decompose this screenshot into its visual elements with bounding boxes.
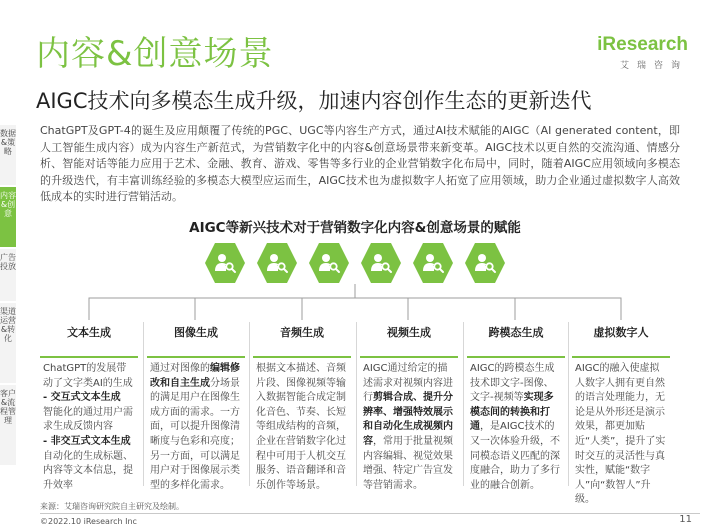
column-bold-text: 编辑修改和自主生成 (150, 363, 240, 389)
column-image-generation (147, 320, 245, 490)
icon-row (205, 243, 505, 285)
column-text: 智能化的通过用户需求生成反馈内容 (43, 406, 133, 433)
footer-divider (40, 513, 700, 514)
tree-connector (40, 284, 670, 320)
column-bold-text: - 交互式文本生成 (43, 392, 121, 404)
capability-columns (40, 320, 670, 506)
column-text: ChatGPT的发展带动了文字类AI的生成 (43, 363, 133, 389)
icon-hexagon (205, 243, 245, 283)
column-audio-generation (253, 320, 351, 490)
page-number: 11 (679, 514, 692, 525)
column-bold-text: - 非交互式文本生成 (43, 435, 131, 447)
column-text: 通过对图像的 (150, 363, 210, 374)
column-text: AIGC的跨模态生成技术即文字-图像、文字-视频等 (470, 363, 555, 404)
column-text: 自动化的生成标题、内容等文本信息，提升效率 (43, 450, 133, 491)
column-text: 根据文本描述、音频片段、图像视频等输入数据智能合成定制化音色、节奏、长短等组成结构的音频，企业在营销数字化过程中可用于人机交互服务、语音翻译和音乐创作等场景。 (256, 363, 346, 491)
column-body (572, 356, 670, 506)
column-body (253, 356, 351, 491)
column-video-generation (360, 320, 458, 490)
logo-subtext: 艾瑞咨询 (619, 61, 688, 71)
column-separator (249, 322, 250, 486)
user-search-icon (317, 251, 341, 275)
iresearch-logo (588, 34, 688, 71)
icon-hexagon (257, 243, 297, 283)
column-text-generation (40, 320, 138, 490)
column-separator (143, 322, 144, 486)
intro-paragraph: ChatGPT及GPT-4的诞生及应用颠覆了传统的PGC、UGC等内容生产方式，通过AI技术赋能的AIGC（AI generated content，即人工智能生成内容）成为内容生产新范式，为营销数字化中的内容&创意场景带来新变革。AIGC技术以更自然的交流沟通、情感分析、智能对话等能力应用于艺术、金融、教育、游戏、零售等多行业的企业营销数字化布局中，同时，随着AIGC应用领域向多模态的升级迭代，有丰富训练经验的多模态大模型应运而生，AIGC技术也为虚拟数字人拓宽了应用领域，助力企业通过虚拟数字人高效低成本的实时进行营销活动。 (40, 124, 680, 203)
column-text: ，常用于批量视频内容编辑、视觉效果增强、特定广告宣发等营销需求。 (363, 435, 453, 491)
column-title: 音频生成 (280, 326, 324, 339)
column-title: 图像生成 (174, 326, 218, 339)
section-title: AIGC等新兴技术对于营销数字化内容&创意场景的赋能 (189, 220, 521, 236)
column-virtual-human (572, 320, 670, 506)
column-separator (356, 322, 357, 486)
column-body (147, 356, 245, 491)
column-body (467, 356, 565, 491)
column-title: 视频生成 (387, 326, 431, 339)
icon-hexagon (465, 243, 505, 283)
column-separator (568, 322, 569, 486)
user-search-icon (473, 251, 497, 275)
column-title: 文本生成 (67, 326, 111, 339)
user-search-icon (213, 251, 237, 275)
page-title: 内容&创意场景 (36, 34, 274, 74)
user-search-icon (421, 251, 445, 275)
side-tab-data-strategy[interactable]: 数据&策略 (0, 125, 16, 187)
icon-hexagon (309, 243, 349, 283)
column-body (360, 356, 458, 491)
column-body (40, 356, 138, 491)
page-subtitle: AIGC技术向多模态生成升级，加速内容创作生态的更新迭代 (36, 89, 592, 113)
column-title: 跨模态生成 (488, 326, 544, 339)
side-tab-customer-process[interactable]: 客户&流程管理 (0, 385, 16, 467)
side-tab-channel-operation[interactable]: 渠道运营&转化 (0, 303, 16, 385)
user-search-icon (369, 251, 393, 275)
column-text: AIGC的融入使虚拟人数字人拥有更自然的语言处理能力，无论是从外形还是演示效果，都更加贴近“人类”，提升了实时交互的灵活性与真实性，赋能“数字人”向“数智人”升级。 (575, 363, 666, 506)
column-cross-modal-generation (467, 320, 565, 490)
side-navigation (0, 125, 16, 467)
column-text: ，是AIGC技术的又一次体验升级，不同模态语义匹配的深度融合，助力了多行业的融合创新。 (470, 421, 560, 491)
icon-hexagon (361, 243, 401, 283)
column-bold-text: 剪辑合成、提升分辨率、增强特效展示和自动化生成视频内容 (363, 392, 453, 447)
user-search-icon (265, 251, 289, 275)
column-separator (463, 322, 464, 486)
column-text: AIGC通过给定的描述需求对视频内容进行 (363, 363, 453, 404)
column-title: 虚拟数字人 (593, 326, 649, 339)
icon-hexagon (413, 243, 453, 283)
column-text: 分场景的满足用户在图像生成方面的需求。一方面，可以提升图像清晰度与色彩和亮度；另一方面，可以满足用户对于图像展示类型的多样化需求。 (150, 377, 240, 491)
side-tab-ad-placement[interactable]: 广告投放 (0, 249, 16, 303)
source-note: 来源：艾瑞咨询研究院自主研究及绘制。 (40, 502, 184, 511)
copyright: ©2022.10 iResearch Inc (40, 517, 137, 526)
side-tab-content-creative[interactable]: 内容&创意 (0, 187, 16, 249)
column-bold-text: 实现多模态间的转换和打通 (470, 392, 554, 433)
logo-wordmark: iResearch (597, 34, 688, 55)
